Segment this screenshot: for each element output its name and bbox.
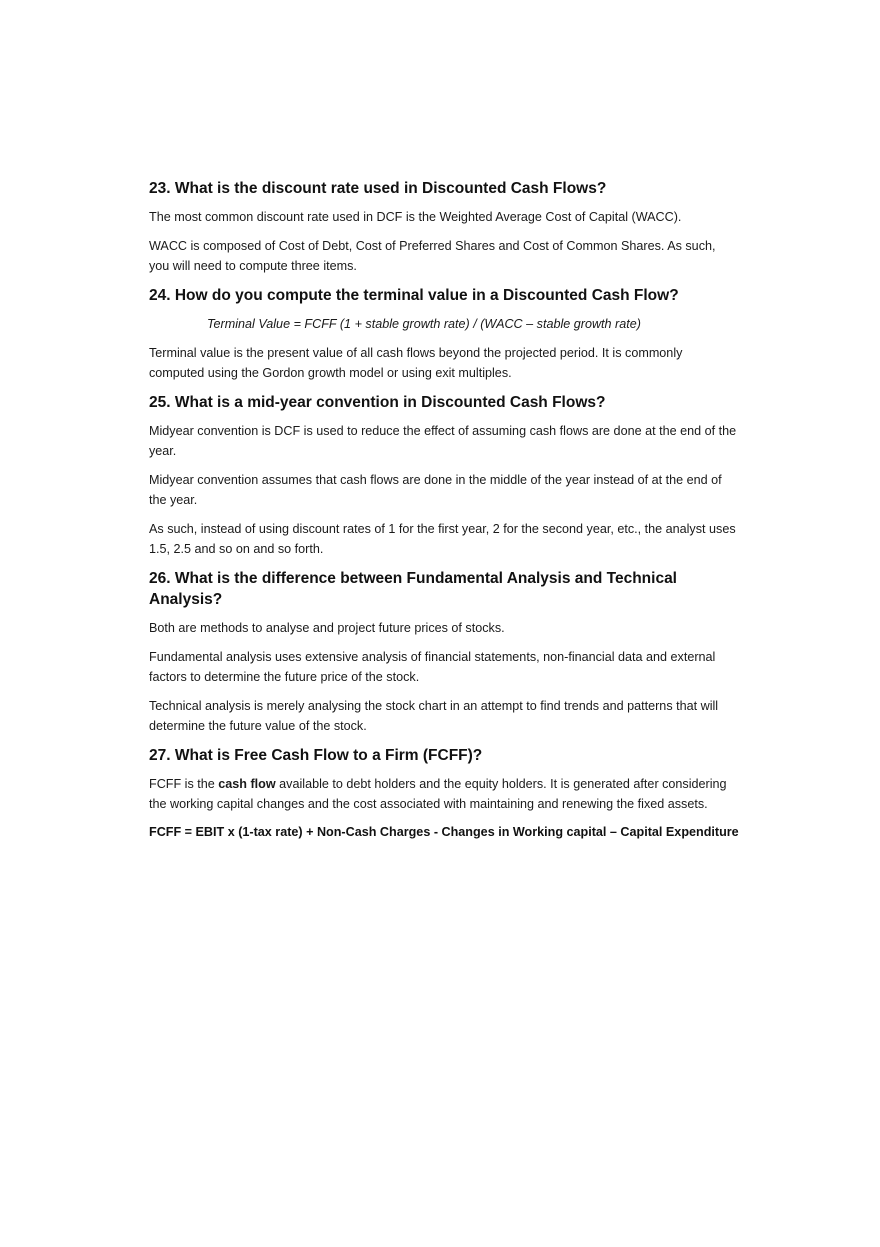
paragraph: Midyear convention assumes that cash flows are done in the middle of the year instead of at the end of the year.: [149, 473, 722, 507]
terminal-value-formula: Terminal Value = FCFF (1 + stable growth rate) / (WACC – stable growth rate): [207, 317, 641, 331]
paragraph: WACC is composed of Cost of Debt, Cost of Preferred Shares and Cost of Common Shares. As such, you will need to compute three items.: [149, 239, 716, 273]
paragraph: Midyear convention is DCF is used to reduce the effect of assuming cash flows are done at the end of the year.: [149, 424, 737, 458]
paragraph-suffix: available to debt holders and the equity holders. It is generated after considering the working capital changes and the cost associated with maintaining and renewing the fixed assets.: [149, 777, 727, 811]
fcff-formula: FCFF = EBIT x (1-tax rate) + Non-Cash Charges - Changes in Working capital – Capital Expenditure: [149, 825, 739, 839]
paragraph: Terminal value is the present value of all cash flows beyond the projected period. It is commonly computed using the Gordon growth model or using exit multiples.: [149, 346, 683, 380]
section-q25: [149, 392, 739, 559]
paragraph: Both are methods to analyse and project future prices of stocks.: [149, 621, 505, 635]
paragraph: Fundamental analysis uses extensive analysis of financial statements, non-financial data and external factors to determine the future price of the stock.: [149, 650, 716, 684]
page-content: [149, 178, 739, 845]
question-title: 27. What is Free Cash Flow to a Firm (FCFF)?: [149, 747, 483, 764]
paragraph: The most common discount rate used in DCF is the Weighted Average Cost of Capital (WACC).: [149, 210, 682, 224]
question-title: 24. How do you compute the terminal value in a Discounted Cash Flow?: [149, 287, 679, 304]
paragraph: As such, instead of using discount rates of 1 for the first year, 2 for the second year, etc., the analyst uses 1.5, 2.5 and so on and so forth.: [149, 522, 736, 556]
bold-term-cash-flow: cash flow: [218, 777, 276, 791]
paragraph: [149, 774, 739, 814]
paragraph-prefix: FCFF is the: [149, 777, 219, 791]
section-q23: [149, 178, 739, 276]
section-q26: [149, 568, 739, 736]
question-title: 25. What is a mid-year convention in Discounted Cash Flows?: [149, 394, 606, 411]
question-title: 26. What is the difference between Fundamental Analysis and Technical Analysis?: [149, 570, 677, 608]
section-q27: [149, 745, 739, 842]
section-q24: [149, 285, 739, 383]
question-title: 23. What is the discount rate used in Discounted Cash Flows?: [149, 180, 607, 197]
paragraph: Technical analysis is merely analysing the stock chart in an attempt to find trends and patterns that will determine the future value of the stock.: [149, 699, 719, 733]
